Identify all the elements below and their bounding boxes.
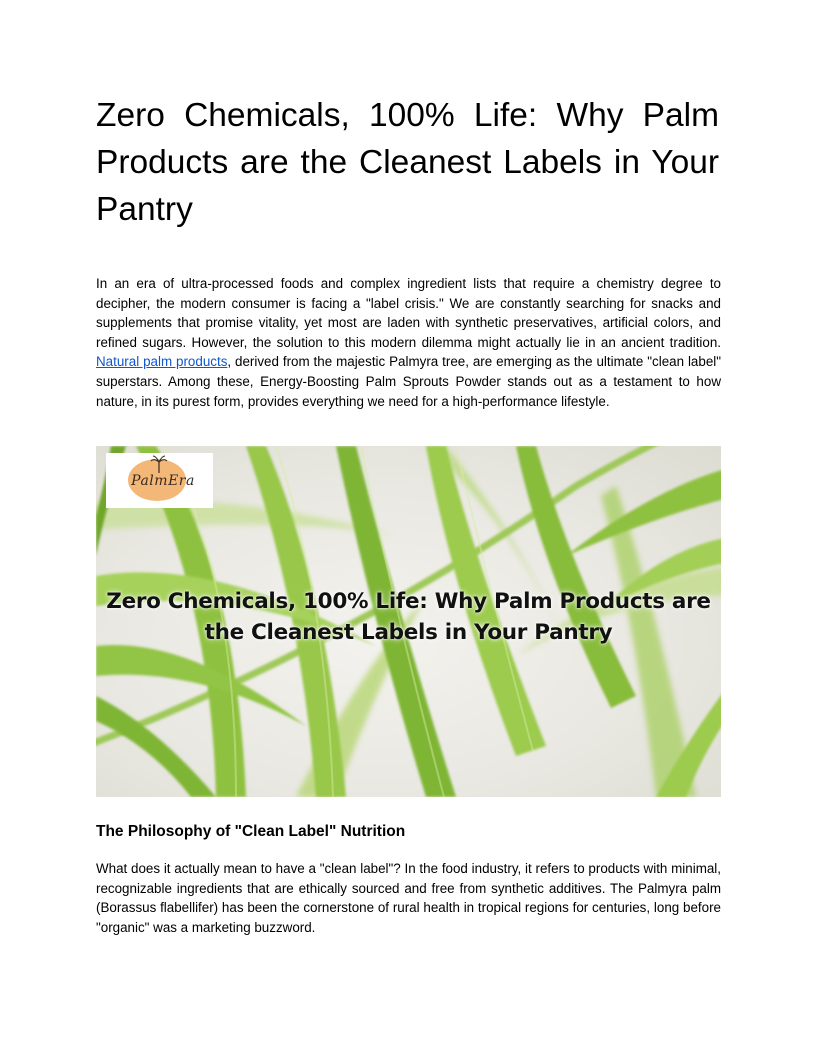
hero-heading-line-2: the Cleanest Labels in Your Pantry [204, 620, 613, 645]
page-title: Zero Chemicals, 100% Life: Why Palm Products are the Cleanest Labels in Your Pantry [96, 97, 719, 228]
natural-palm-products-link[interactable]: Natural palm products [96, 354, 228, 370]
section-paragraph: What does it actually mean to have a "clean label"? In the food industry, it refers to products with minimal, recognizable ingredients that are ethically sourced and free from synthetic additives. The Palmyra palm (Borassus flabellifer) has been the cornerstone of rural health in tropical regions for centuries, long before "organic" was a marketing buzzword. [96, 861, 721, 935]
hero-image [96, 446, 721, 797]
hero-heading [96, 586, 721, 648]
brand-logo [106, 453, 213, 508]
intro-text-after-link: , derived from the majestic Palmyra tree, are emerging as the ultimate "clean label" superstars. Among these, Energy-Boosting Palm Sprouts Powder stands out as a testament to how nature, in its purest form, provides everything we need for a high-performance lifestyle. [96, 354, 721, 409]
palm-tree-icon [150, 455, 168, 473]
intro-paragraph [96, 274, 721, 411]
hero-heading-line-1: Zero Chemicals, 100% Life: Why Palm Products are [106, 589, 711, 614]
logo-wordmark: PalmEra [131, 473, 195, 489]
intro-text-before-link: In an era of ultra-processed foods and complex ingredient lists that require a chemistry degree to decipher, the modern consumer is facing a "label crisis." We are constantly searching for snacks and supplements that promise vitality, yet most are laden with synthetic preservatives, artificial colors, and refined sugars. However, the solution to this modern dilemma might actually lie in an ancient tradition. [96, 276, 721, 350]
section-heading: The Philosophy of "Clean Label" Nutrition [96, 823, 406, 840]
